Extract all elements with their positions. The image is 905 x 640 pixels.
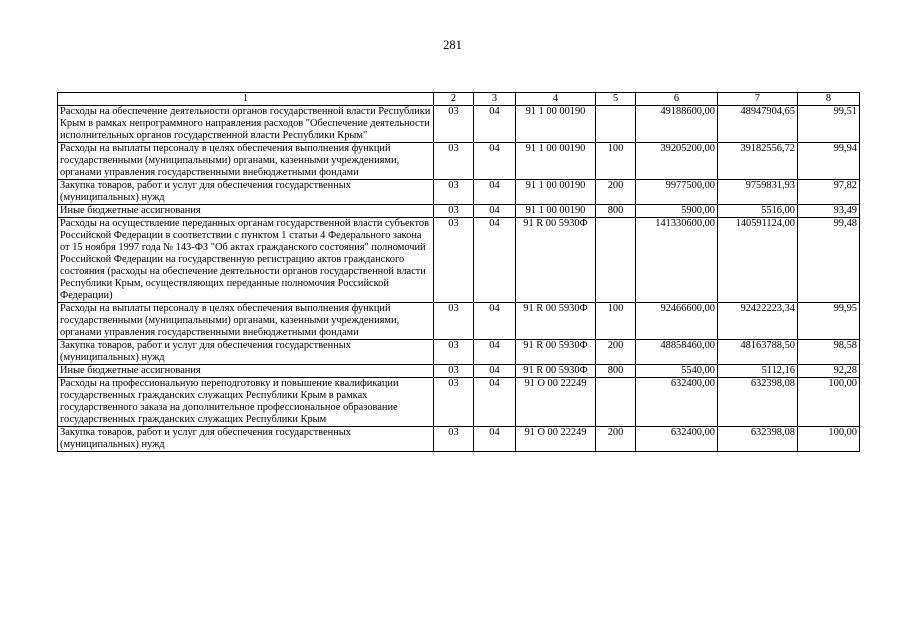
executed-amount: 5516,00 xyxy=(718,205,798,218)
expense-name: Расходы на профессиональную переподготовку и повышение квалификации государственных гражданских служащих Республики Крым в рамках государственного заказа на дополнительное профессиональное образование государственных гражданских служащих Республики Крым xyxy=(58,378,434,427)
table-row xyxy=(58,143,860,180)
target-article-code: 91 R 00 5930Ф xyxy=(516,303,596,340)
planned-amount: 5540,00 xyxy=(636,365,718,378)
expense-name: Иные бюджетные ассигнования xyxy=(58,205,434,218)
expense-type-code: 100 xyxy=(596,303,636,340)
expense-name: Расходы на осуществление переданных органам государственной власти субъектов Российской Федерации в соответствии с пунктом 1 статьи 4 Федерального закона от 15 ноября 1997 года № 143-ФЗ "Об актах гражданского состояния" полномочий Российской Федерации на государственную регистрацию актов гражданского состояния (расходы на обеспечение деятельности органов государственной власти Республики Крым, осуществляющих переданные полномочия Российской Федерации) xyxy=(58,218,434,303)
planned-amount: 92466600,00 xyxy=(636,303,718,340)
subsection-code: 04 xyxy=(474,378,516,427)
column-header: 7 xyxy=(718,93,798,106)
section-code: 03 xyxy=(434,143,474,180)
executed-amount: 632398,08 xyxy=(718,427,798,452)
planned-amount: 39205200,00 xyxy=(636,143,718,180)
column-header: 3 xyxy=(474,93,516,106)
planned-amount: 141330600,00 xyxy=(636,218,718,303)
expense-name: Иные бюджетные ассигнования xyxy=(58,365,434,378)
target-article-code: 91 1 00 00190 xyxy=(516,106,596,143)
section-code: 03 xyxy=(434,303,474,340)
executed-amount: 48947904,65 xyxy=(718,106,798,143)
subsection-code: 04 xyxy=(474,427,516,452)
target-article-code: 91 R 00 5930Ф xyxy=(516,365,596,378)
planned-amount: 5900,00 xyxy=(636,205,718,218)
expense-type-code: 800 xyxy=(596,365,636,378)
execution-percent: 99,48 xyxy=(798,218,860,303)
executed-amount: 92422223,34 xyxy=(718,303,798,340)
table-row xyxy=(58,218,860,303)
section-code: 03 xyxy=(434,378,474,427)
column-header: 8 xyxy=(798,93,860,106)
section-code: 03 xyxy=(434,340,474,365)
section-code: 03 xyxy=(434,218,474,303)
planned-amount: 632400,00 xyxy=(636,427,718,452)
table-row xyxy=(58,427,860,452)
expense-name: Закупка товаров, работ и услуг для обеспечения государственных (муниципальных) нужд xyxy=(58,427,434,452)
execution-percent: 92,28 xyxy=(798,365,860,378)
target-article-code: 91 R 00 5930Ф xyxy=(516,218,596,303)
column-header: 5 xyxy=(596,93,636,106)
planned-amount: 9977500,00 xyxy=(636,180,718,205)
column-header: 6 xyxy=(636,93,718,106)
table-row xyxy=(58,365,860,378)
execution-percent: 99,94 xyxy=(798,143,860,180)
column-header: 2 xyxy=(434,93,474,106)
table-row xyxy=(58,303,860,340)
expense-name: Закупка товаров, работ и услуг для обеспечения государственных (муниципальных) нужд xyxy=(58,340,434,365)
executed-amount: 39182556,72 xyxy=(718,143,798,180)
expense-type-code: 200 xyxy=(596,180,636,205)
planned-amount: 48858460,00 xyxy=(636,340,718,365)
target-article-code: 91 О 00 22249 xyxy=(516,427,596,452)
section-code: 03 xyxy=(434,365,474,378)
page-number: 281 xyxy=(443,38,462,52)
execution-percent: 99,51 xyxy=(798,106,860,143)
expense-type-code: 200 xyxy=(596,340,636,365)
table-row xyxy=(58,340,860,365)
executed-amount: 9759831,93 xyxy=(718,180,798,205)
subsection-code: 04 xyxy=(474,143,516,180)
column-header: 4 xyxy=(516,93,596,106)
executed-amount: 5112,16 xyxy=(718,365,798,378)
expense-name: Расходы на выплаты персоналу в целях обеспечения выполнения функций государственными (муниципальными) органами, казенными учреждениями, органами управления государственными внебюджетными фондами xyxy=(58,143,434,180)
executed-amount: 48163788,50 xyxy=(718,340,798,365)
subsection-code: 04 xyxy=(474,106,516,143)
target-article-code: 91 1 00 00190 xyxy=(516,180,596,205)
target-article-code: 91 1 00 00190 xyxy=(516,205,596,218)
subsection-code: 04 xyxy=(474,340,516,365)
expense-type-code xyxy=(596,218,636,303)
subsection-code: 04 xyxy=(474,303,516,340)
subsection-code: 04 xyxy=(474,218,516,303)
execution-percent: 93,49 xyxy=(798,205,860,218)
subsection-code: 04 xyxy=(474,180,516,205)
column-header: 1 xyxy=(58,93,434,106)
table-row xyxy=(58,378,860,427)
expense-type-code: 100 xyxy=(596,143,636,180)
planned-amount: 632400,00 xyxy=(636,378,718,427)
executed-amount: 632398,08 xyxy=(718,378,798,427)
target-article-code: 91 1 00 00190 xyxy=(516,143,596,180)
execution-percent: 98,58 xyxy=(798,340,860,365)
expense-type-code: 800 xyxy=(596,205,636,218)
executed-amount: 140591124,00 xyxy=(718,218,798,303)
execution-percent: 97,82 xyxy=(798,180,860,205)
table-row xyxy=(58,205,860,218)
target-article-code: 91 R 00 5930Ф xyxy=(516,340,596,365)
expense-name: Закупка товаров, работ и услуг для обеспечения государственных (муниципальных) нужд xyxy=(58,180,434,205)
section-code: 03 xyxy=(434,180,474,205)
execution-percent: 100,00 xyxy=(798,378,860,427)
section-code: 03 xyxy=(434,205,474,218)
planned-amount: 49188600,00 xyxy=(636,106,718,143)
budget-table xyxy=(57,92,860,452)
execution-percent: 99,95 xyxy=(798,303,860,340)
header-row xyxy=(58,93,860,106)
table-row xyxy=(58,180,860,205)
table-row xyxy=(58,106,860,143)
section-code: 03 xyxy=(434,427,474,452)
expense-type-code: 200 xyxy=(596,427,636,452)
subsection-code: 04 xyxy=(474,205,516,218)
section-code: 03 xyxy=(434,106,474,143)
expense-type-code xyxy=(596,106,636,143)
expense-name: Расходы на обеспечение деятельности органов государственной власти Республики Крым в рамках непрограммного направления расходов "Обеспечение деятельности исполнительных органов государственной власти Республики Крым" xyxy=(58,106,434,143)
execution-percent: 100,00 xyxy=(798,427,860,452)
target-article-code: 91 О 00 22249 xyxy=(516,378,596,427)
expense-type-code xyxy=(596,378,636,427)
subsection-code: 04 xyxy=(474,365,516,378)
expense-name: Расходы на выплаты персоналу в целях обеспечения выполнения функций государственными (муниципальными) органами, казенными учреждениями, органами управления государственными внебюджетными фондами xyxy=(58,303,434,340)
